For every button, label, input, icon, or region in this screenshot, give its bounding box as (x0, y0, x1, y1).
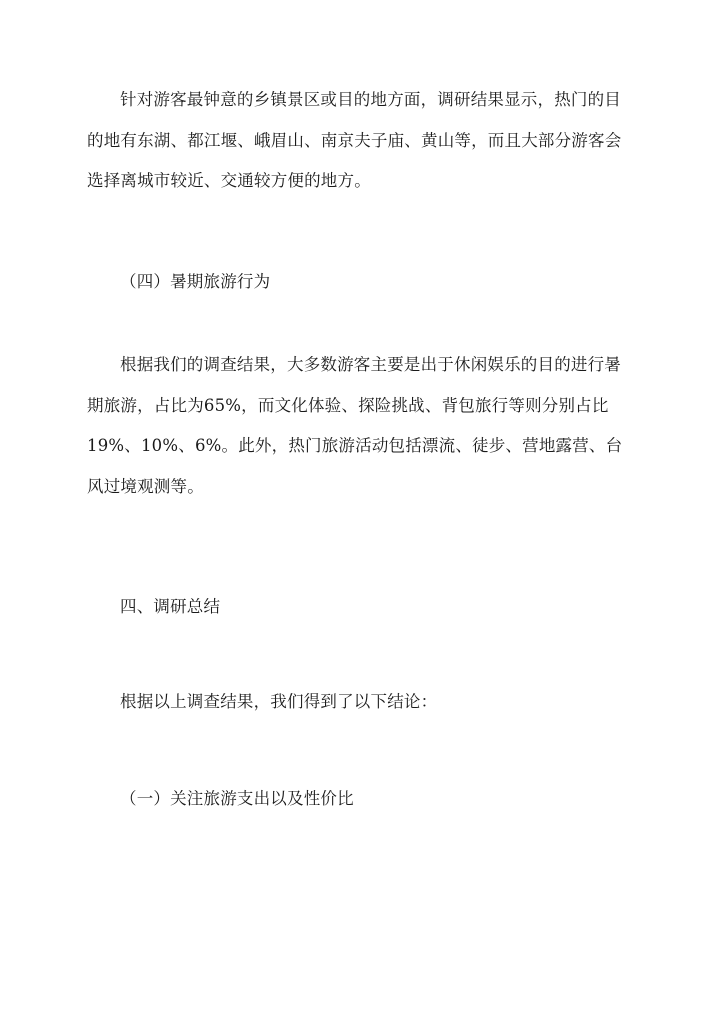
heading-summer-travel-behavior: （四）暑期旅游行为 (120, 272, 271, 291)
paragraph-summer-travel-behavior: 根据我们的调查结果，大多数游客主要是出于休闲娱乐的目的进行暑期旅游，占比为65%，而文化体验、探险挑战、背包旅行等则分别占比19%、10%、6%。此外，热门旅游活动包括漂流、徒步、营地露营、台风过境观测等。 (87, 355, 623, 496)
heading-research-summary: 四、调研总结 (120, 597, 221, 616)
paragraph-conclusion-intro: 根据以上调查结果，我们得到了以下结论： (120, 692, 438, 711)
heading-spending-and-value: （一）关注旅游支出以及性价比 (120, 789, 354, 808)
paragraph-destinations: 针对游客最钟意的乡镇景区或目的地方面，调研结果显示，热门的目的地有东湖、都江堰、峨眉山、南京夫子庙、黄山等，而且大部分游客会选择离城市较近、交通较方便的地方。 (87, 90, 622, 190)
